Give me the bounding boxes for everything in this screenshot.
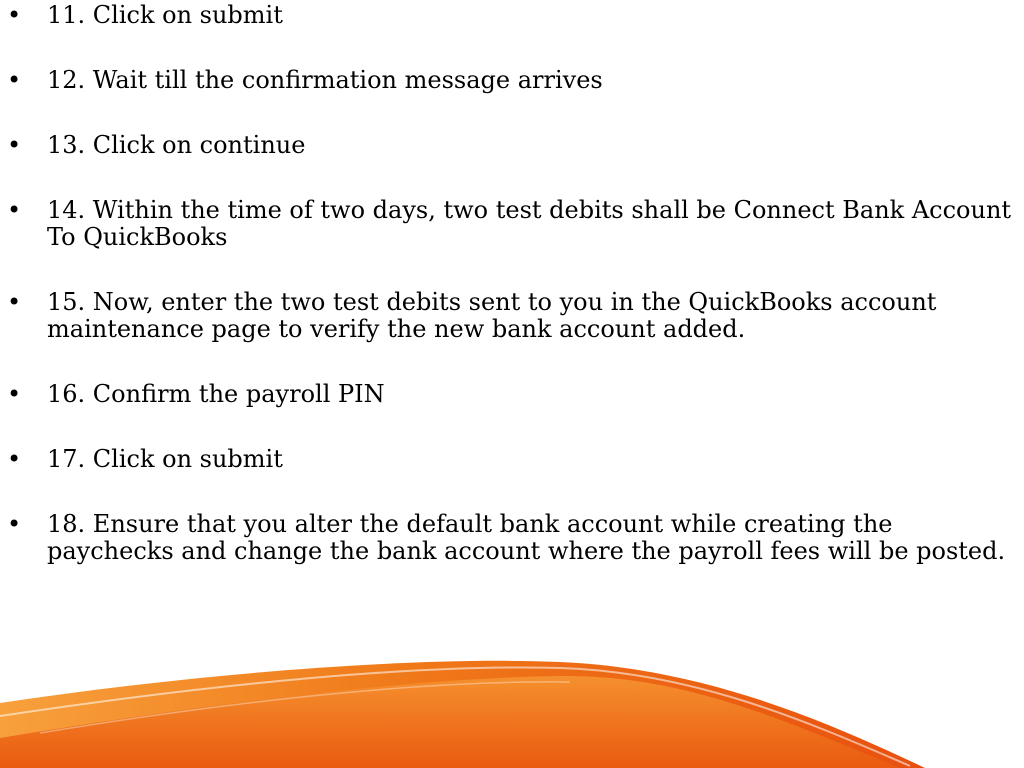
bullet-item <box>0 381 1024 408</box>
bullet-marker: • <box>7 1 22 29</box>
bullet-marker: • <box>7 66 22 94</box>
bullet-text: 17. Click on submit <box>47 445 283 473</box>
bullet-item <box>0 511 1024 565</box>
bullet-item <box>0 67 1024 94</box>
bullet-text: 15. Now, enter the two test debits sent to you in the QuickBooks account maintenance page to verify the new bank account added. <box>47 288 937 343</box>
bullet-text: 16. Confirm the payroll PIN <box>47 380 385 408</box>
bullet-item <box>0 197 1024 251</box>
orange-wave-decoration <box>0 658 1024 768</box>
bullet-marker: • <box>7 445 22 473</box>
bullet-item <box>0 446 1024 473</box>
bullet-item <box>0 2 1024 29</box>
bullet-text: 11. Click on submit <box>47 1 283 29</box>
bullet-marker: • <box>7 196 22 224</box>
bullet-marker: • <box>7 510 22 538</box>
bullet-text: 12. Wait till the confirmation message arrives <box>47 66 603 94</box>
bullet-text: 13. Click on continue <box>47 131 306 159</box>
bullet-item <box>0 289 1024 343</box>
bullet-marker: • <box>7 380 22 408</box>
bullet-marker: • <box>7 288 22 316</box>
bullet-item <box>0 132 1024 159</box>
bullet-text: 14. Within the time of two days, two test debits shall be Connect Bank Account To QuickBooks <box>47 196 1012 251</box>
bullet-marker: • <box>7 131 22 159</box>
bullet-text: 18. Ensure that you alter the default bank account while creating the paychecks and change the bank account where the payroll fees will be posted. <box>47 510 1006 565</box>
